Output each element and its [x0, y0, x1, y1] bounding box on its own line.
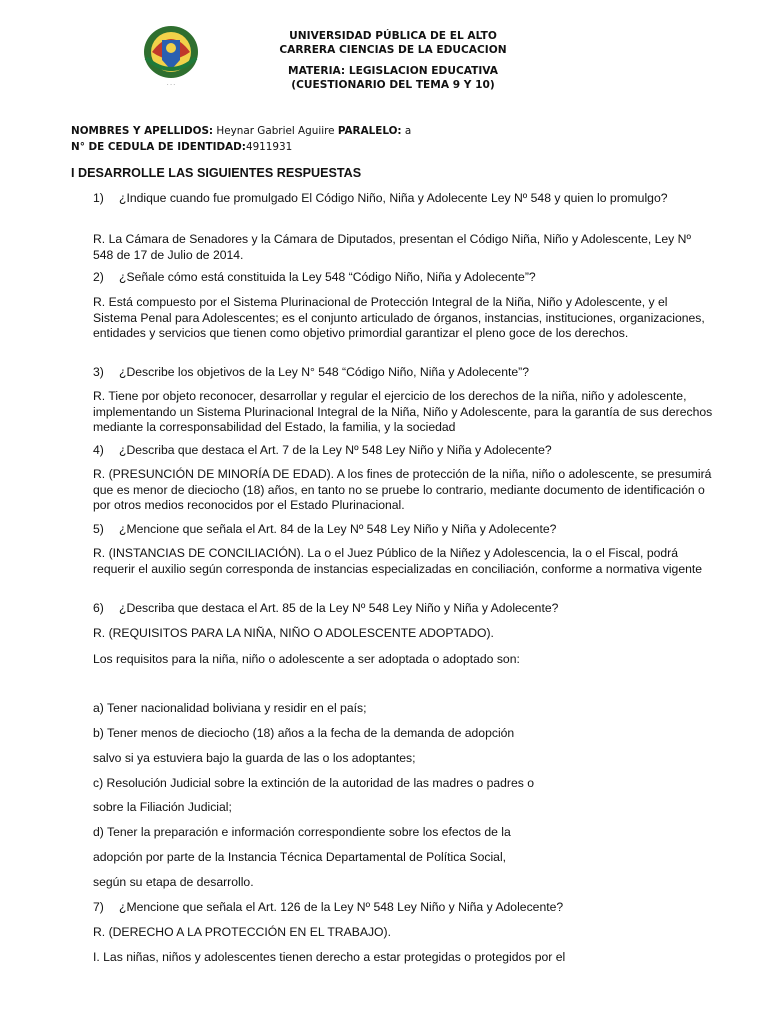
student-name-line: [71, 125, 411, 137]
requirement-line: b) Tener menos de dieciocho (18) años a la fecha de la demanda de adopción: [93, 726, 515, 740]
requirement-line: según su etapa de desarrollo.: [93, 875, 254, 889]
requirement-line: adopción por parte de la Instancia Técnica Departamental de Política Social,: [93, 850, 507, 864]
question-3: [93, 365, 713, 381]
question-text: ¿Indique cuando fue promulgado El Código Niño, Niña y Adolecente Ley Nº 548 y quien lo promulgo?: [119, 191, 668, 205]
question-5: [93, 522, 713, 538]
question-6: [93, 601, 713, 617]
question-text: ¿Mencione que señala el Art. 126 de la Ley Nº 548 Ley Niño y Niña y Adolecente?: [119, 900, 564, 914]
answer-6-title: R. (REQUISITOS PARA LA NIÑA, NIÑO O ADOLESCENTE ADOPTADO).: [93, 626, 494, 640]
question-text: ¿Señale cómo está constituida la Ley 548 “Código Niño, Niña y Adolecente”?: [119, 270, 536, 284]
id-value: 4911931: [245, 141, 293, 153]
answer-3: R. Tiene por objeto reconocer, desarrollar y regular el ejercicio de los derechos de la niña, niño y adolescente, implementando un Sistema Plurinacional Integral de la Niña, Niño y Adolescente, para la garantía de sus derechos mediante la corresponsabilidad del Estado, la familia, y la sociedad: [93, 389, 713, 434]
question-2: [93, 270, 713, 286]
question-4: [93, 443, 713, 459]
paralelo-label: PARALELO:: [337, 125, 402, 137]
requirement-line: c) Resolución Judicial sobre la extinción de la autoridad de las madres o padres o: [93, 776, 535, 790]
question-7: [93, 900, 713, 916]
requirement-line: salvo si ya estuviera bajo la guarda de las o los adoptantes;: [93, 751, 416, 765]
question-text: ¿Describe los objetivos de la Ley N° 548 “Código Niño, Niña y Adolecente”?: [119, 365, 529, 379]
header-subject: MATERIA: LEGISLACION EDUCATIVA: [288, 65, 498, 77]
header-career: CARRERA CIENCIAS DE LA EDUCACION: [279, 44, 507, 56]
header-university: UNIVERSIDAD PÚBLICA DE EL ALTO: [289, 30, 497, 42]
requirement-line: a) Tener nacionalidad boliviana y residir en el país;: [93, 701, 367, 715]
answer-6-intro: Los requisitos para la niña, niño o adolescente a ser adoptada o adoptado son:: [93, 652, 520, 666]
answer-5: R. (INSTANCIAS DE CONCILIACIÓN). La o el Juez Público de la Niñez y Adolescencia, la o el Fiscal, podrá requerir el auxilio según corresponda de instancias especializadas en conciliación, conforme a normativa vigente: [93, 546, 703, 576]
paralelo-value: a: [404, 125, 412, 137]
question-number: 6): [93, 601, 104, 615]
question-1: [93, 191, 713, 207]
question-text: ¿Describa que destaca el Art. 85 de la Ley Nº 548 Ley Niño y Niña y Adolecente?: [119, 601, 559, 615]
id-label: N° DE CEDULA DE IDENTIDAD:: [71, 141, 246, 153]
header-questionnaire: (CUESTIONARIO DEL TEMA 9 Y 10): [291, 79, 495, 91]
question-text: ¿Mencione que señala el Art. 84 de la Ley Nº 548 Ley Niño y Niña y Adolecente?: [119, 522, 557, 536]
requirement-line: d) Tener la preparación e información correspondiente sobre los efectos de la: [93, 825, 511, 839]
question-number: 5): [93, 522, 104, 536]
answer-7-title: R. (DERECHO A LA PROTECCIÓN EN EL TRABAJO).: [93, 925, 391, 939]
svg-text:· · ·: · · ·: [167, 82, 175, 88]
answer-2: R. Está compuesto por el Sistema Plurinacional de Protección Integral de la Niña, Niño y Adolescente, y el Sistema Penal para Adolescentes; es el conjunto articulado de órganos, instancias, instituciones, organizaciones, entidades y servicios que tienen como objetivo primordial garantizar el pleno goce de los derechos.: [93, 295, 705, 340]
answer-1: R. La Cámara de Senadores y la Cámara de Diputados, presentan el Código Niña, Niño y Adolescente, Ley Nº 548 de 17 de Julio de 2014.: [93, 232, 691, 262]
university-crest-logo: [142, 22, 200, 90]
answer-4: R. (PRESUNCIÓN DE MINORÍA DE EDAD). A los fines de protección de la niña, niño o adolescente, se presumirá que es menor de dieciocho (18) años, en tanto no se pruebe lo contrario, mediante documento de identificación o por otros medios reconocidos por el Estado Plurinacional.: [93, 467, 712, 512]
name-label: NOMBRES Y APELLIDOS:: [71, 125, 214, 137]
question-number: 1): [93, 191, 104, 205]
student-id-line: [71, 141, 292, 153]
requirement-line: sobre la Filiación Judicial;: [93, 800, 232, 814]
question-number: 4): [93, 443, 104, 457]
name-value: Heynar Gabriel Aguiire: [216, 125, 335, 137]
question-number: 2): [93, 270, 104, 284]
question-number: 7): [93, 900, 104, 914]
question-text: ¿Describa que destaca el Art. 7 de la Ley Nº 548 Ley Niño y Niña y Adolecente?: [119, 443, 552, 457]
answer-7-line: I. Las niñas, niños y adolescentes tienen derecho a estar protegidas o protegidos por el: [93, 950, 566, 964]
document-header: [243, 29, 543, 92]
section-title: I DESARROLLE LAS SIGUIENTES RESPUESTAS: [71, 166, 362, 180]
question-number: 3): [93, 365, 104, 379]
